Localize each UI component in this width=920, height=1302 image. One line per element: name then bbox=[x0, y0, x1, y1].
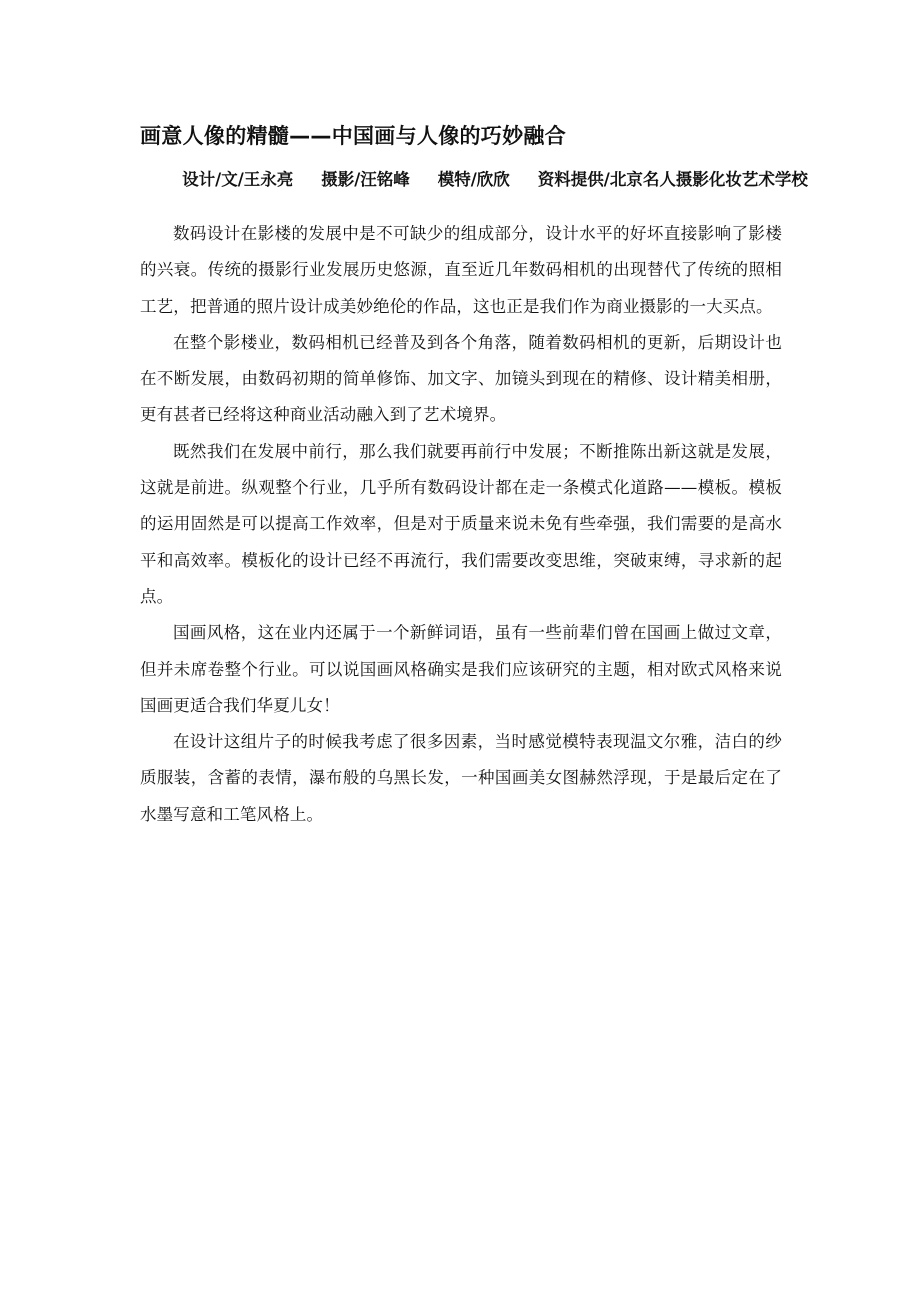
document-page bbox=[140, 116, 808, 833]
byline-model: 模特/欣欣 bbox=[437, 170, 510, 189]
byline-materials: 资料提供/北京名人摄影化妆艺术学校 bbox=[537, 170, 808, 189]
byline bbox=[140, 162, 820, 198]
article-body bbox=[140, 216, 782, 833]
byline-photography: 摄影/汪铭峰 bbox=[321, 170, 410, 189]
byline-design-text: 设计/文/王永亮 bbox=[182, 170, 294, 189]
paragraph: 数码设计在影楼的发展中是不可缺少的组成部分，设计水平的好坏直接影响了影楼的兴衰。传统的摄影行业发展历史悠源，直至近几年数码相机的出现替代了传统的照相工艺，把普通的照片设计成美妙绝伦的作品，这也正是我们作为商业摄影的一大买点。 bbox=[140, 224, 782, 316]
paragraph: 国画风格，这在业内还属于一个新鲜词语，虽有一些前辈们曾在国画上做过文章，但并未席卷整个行业。可以说国画风格确实是我们应该研究的主题，相对欧式风格来说国画更适合我们华夏儿女！ bbox=[140, 623, 782, 715]
paragraph: 在设计这组片子的时候我考虑了很多因素，当时感觉模特表现温文尔雅，洁白的纱质服装，含蓄的表情，瀑布般的乌黑长发，一种国画美女图赫然浮现，于是最后定在了水墨写意和工笔风格上。 bbox=[140, 732, 782, 824]
paragraph: 既然我们在发展中前行，那么我们就要再前行中发展；不断推陈出新这就是发展，这就是前进。纵观整个行业，几乎所有数码设计都在走一条模式化道路——模板。模板的运用固然是可以提高工作效率，但是对于质量来说未免有些牵强，我们需要的是高水平和高效率。模板化的设计已经不再流行，我们需要改变思维，突破束缚，寻求新的起点。 bbox=[140, 441, 782, 606]
paragraph: 在整个影楼业，数码相机已经普及到各个角落，随着数码相机的更新，后期设计也在不断发展，由数码初期的简单修饰、加文字、加镜头到现在的精修、设计精美相册，更有甚者已经将这种商业活动融入到了艺术境界。 bbox=[140, 332, 782, 425]
article-title: 画意人像的精髓——中国画与人像的巧妙融合 bbox=[140, 124, 566, 148]
